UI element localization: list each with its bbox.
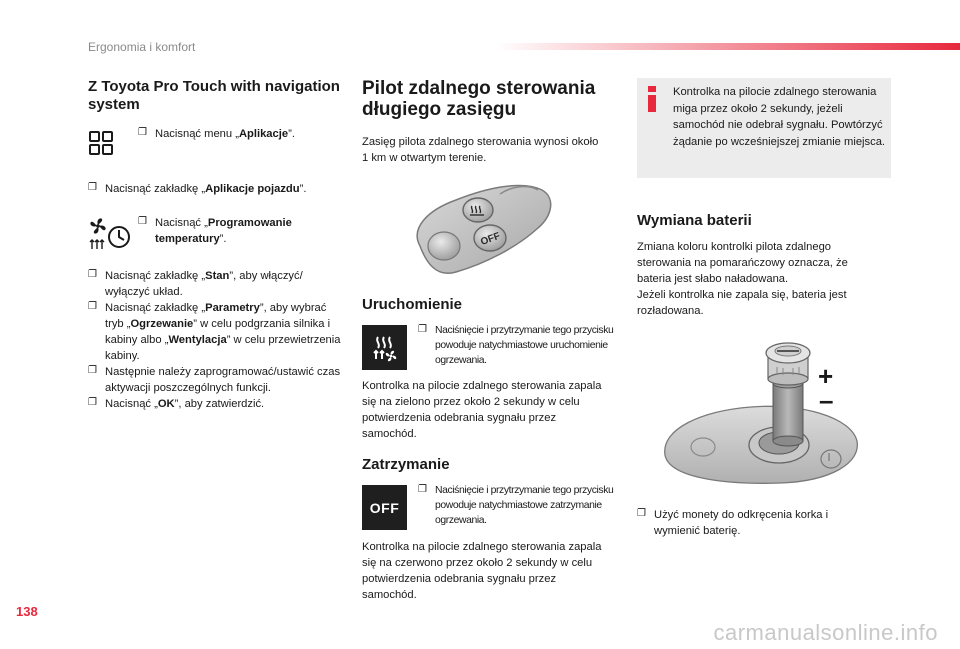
step-vehicle-apps: ❐ Nacisnąć zakładkę „Aplikacje pojazdu”. xyxy=(88,182,307,195)
checkbox-bullet-icon: ❐ xyxy=(88,301,97,312)
start-description: Kontrolka na pilocie zdalnego sterowania zapala się na zielono przez około 2 sekundy w celu potwierdzenia odebrania sygnału przez samochód. xyxy=(362,380,602,440)
step-stop xyxy=(362,485,618,530)
fan-clock-icon xyxy=(88,211,138,256)
column-battery xyxy=(637,212,893,539)
checkbox-bullet-icon: ❐ xyxy=(88,365,97,376)
step-apps xyxy=(88,122,348,161)
section-heading: Z Toyota Pro Touch with navigation system xyxy=(88,78,340,113)
minus-label: – xyxy=(819,385,834,415)
battery-heading: Wymiana baterii xyxy=(637,212,752,229)
heating-off-icon xyxy=(362,485,407,530)
remote-control-illustration xyxy=(406,176,556,284)
step-battery: ❐ Użyć monety do odkręcenia korka i wymienić baterię. xyxy=(637,508,829,537)
info-icon xyxy=(647,86,657,112)
plus-label: + xyxy=(818,361,834,391)
start-heading: Uruchomienie xyxy=(362,296,463,313)
checkbox-bullet-icon: ❐ xyxy=(88,182,97,193)
info-box xyxy=(637,78,891,178)
checkbox-bullet-icon: ❐ xyxy=(637,508,646,519)
step-start xyxy=(362,325,618,370)
battery-text-1: Zmiana koloru kontrolki pilota zdalnego sterowania na pomarańczowy oznacza, że bateria jest słabo naładowana. xyxy=(637,241,848,285)
step-list xyxy=(88,268,348,412)
watermark: carmanualsonline.info xyxy=(713,620,938,645)
column-remote-control xyxy=(362,78,618,603)
checkbox-bullet-icon: ❐ xyxy=(138,127,147,138)
checkbox-bullet-icon: ❐ xyxy=(418,324,427,335)
battery-text-2: Jeżeli kontrolka nie zapala się, bateria jest rozładowana. xyxy=(637,289,847,317)
heating-start-icon xyxy=(362,325,407,370)
step-parameters: ❐ Nacisnąć zakładkę „Parametry”, aby wybrać tryb „Ogrzewanie” w celu podgrzania silnika i kabiny albo „Wentylacja” w celu przewietrzenia kabiny. xyxy=(88,301,341,362)
step-text: ❐ Naciśnięcie i przytrzymanie tego przycisku powoduje natychmiastowe uruchomienie ogrzewania. xyxy=(418,324,614,366)
step-text: ❐ Nacisnąć „Programowanie temperatury”. xyxy=(138,216,292,245)
stop-heading: Zatrzymanie xyxy=(362,456,450,473)
column-toyota-pro-touch xyxy=(88,78,348,412)
header-title: Ergonomia i komfort xyxy=(88,40,196,54)
header-accent-bar xyxy=(495,43,960,50)
section-heading: Pilot zdalnego sterowania długiego zasięgu xyxy=(362,78,596,120)
step-programming xyxy=(88,211,348,256)
step-status: ❐ Nacisnąć zakładkę „Stan”, aby włączyć/ wyłączyć układ. xyxy=(88,269,303,298)
page-number: 138 xyxy=(16,604,38,619)
apps-grid-icon xyxy=(88,122,138,161)
off-label: OFF xyxy=(369,499,400,516)
battery-replacement-illustration xyxy=(661,337,861,487)
checkbox-bullet-icon: ❐ xyxy=(138,216,147,227)
intro-text: Zasięg pilota zdalnego sterowania wynosi około 1 km w otwartym terenie. xyxy=(362,136,599,164)
checkbox-bullet-icon: ❐ xyxy=(88,269,97,280)
step-schedule: ❐ Następnie należy zaprogramować/ustawić czas aktywacji poszczególnych funkcji. xyxy=(88,365,341,394)
remote-off-label: OFF xyxy=(479,230,502,248)
step-text: ❐ Naciśnięcie i przytrzymanie tego przycisku powoduje natychmiastowe zatrzymanie ogrzewania. xyxy=(418,484,614,526)
info-text: Kontrolka na pilocie zdalnego sterowania miga przez około 2 sekundy, jeżeli samochód nie odebrał sygnału. Powtórzyć żądanie po wcześniejszej zmianie miejsca. xyxy=(673,86,886,148)
checkbox-bullet-icon: ❐ xyxy=(88,397,97,408)
step-text: ❐ Nacisnąć menu „Aplikacje”. xyxy=(138,127,295,140)
checkbox-bullet-icon: ❐ xyxy=(418,484,427,495)
step-confirm: ❐ Nacisnąć „OK”, aby zatwierdzić. xyxy=(88,397,265,410)
stop-description: Kontrolka na pilocie zdalnego sterowania zapala się na czerwono przez około 2 sekundy w celu potwierdzenia odebrania sygnału przez samochód. xyxy=(362,541,602,601)
